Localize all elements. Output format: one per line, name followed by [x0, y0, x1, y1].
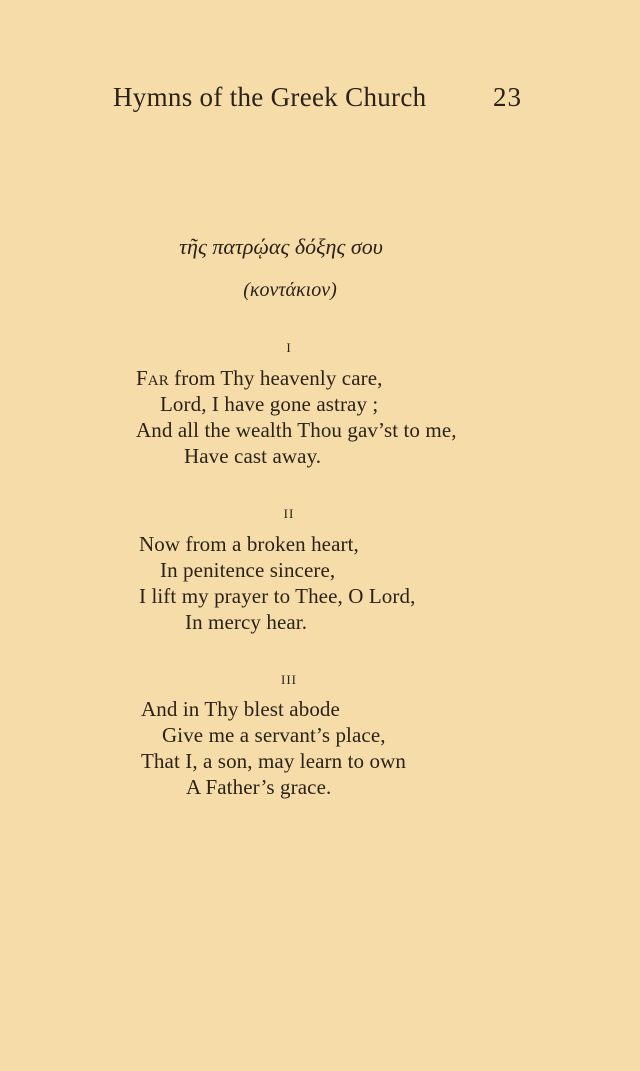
stanza-1-line-3: And all the wealth Thou gav’st to me,	[136, 418, 457, 442]
stanza-3-line-1: And in Thy blest abode	[141, 697, 340, 721]
stanza-2-line-2: In penitence sincere,	[160, 558, 336, 582]
stanza-3-line-3: That I, a son, may learn to own	[141, 749, 406, 773]
drop-word: Far	[136, 366, 169, 390]
stanza-number-1: I	[286, 340, 292, 355]
stanza-1-line-4: Have cast away.	[184, 444, 322, 468]
stanza-3-line-4: A Father’s grace.	[186, 775, 332, 799]
hymn-greek-title: τῆς πατρῴας δόξης σου	[179, 234, 383, 259]
running-title: Hymns of the Greek Church	[113, 82, 427, 112]
line-text: from Thy heavenly care,	[168, 366, 383, 390]
stanza-1-line-1	[136, 366, 383, 391]
stanza-number-2: II	[283, 506, 295, 521]
stanza-1-line-2: Lord, I have gone astray ;	[160, 392, 379, 416]
page-number: 23	[493, 82, 522, 112]
stanza-2-line-3: I lift my prayer to Thee, O Lord,	[139, 584, 416, 608]
stanza-2-line-1: Now from a broken heart,	[139, 532, 359, 556]
stanza-2-line-4: In mercy hear.	[185, 610, 308, 634]
stanza-number-3: III	[281, 672, 297, 687]
hymn-greek-subtitle: (κοντάκιον)	[243, 279, 337, 301]
stanza-3-line-2: Give me a servant’s place,	[162, 723, 386, 747]
